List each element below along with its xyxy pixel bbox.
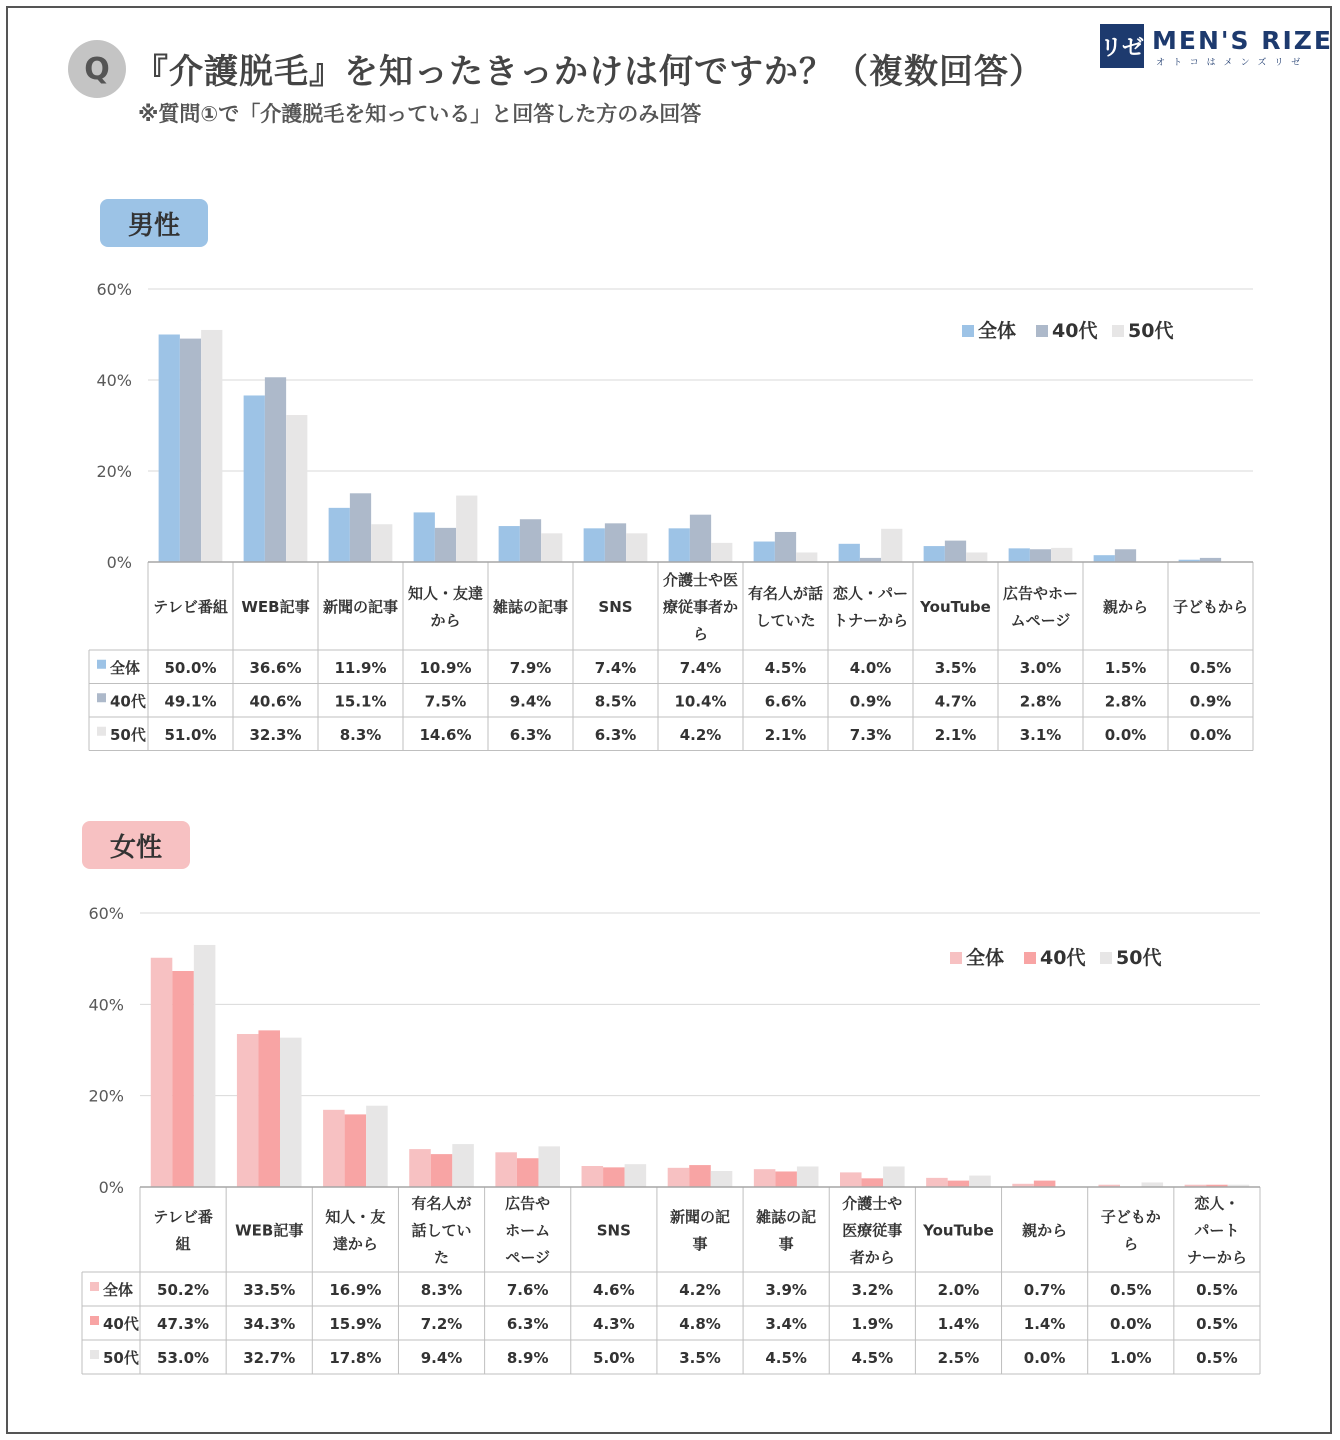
category-label: 雑誌の記事 (492, 598, 569, 616)
data-label: 7.9% (509, 658, 552, 677)
data-label: 1.5% (1104, 658, 1147, 677)
data-label: 3.0% (1019, 658, 1062, 677)
data-label: 7.4% (679, 658, 722, 677)
category-label: 広告やホー (1002, 584, 1079, 603)
category-label: WEB記事 (235, 1221, 304, 1240)
legend-label: 40代 (1040, 947, 1086, 969)
category-label: 知人・友 (325, 1208, 386, 1226)
data-label: 0.7% (1023, 1281, 1066, 1299)
category-label: 療従事者か (662, 598, 739, 616)
category-label: 話してい (411, 1221, 472, 1240)
data-label: 0.5% (1109, 1281, 1152, 1299)
data-label: 3.5% (934, 658, 977, 677)
row-series-label: 40代 (110, 692, 146, 711)
data-label: 7.4% (594, 658, 637, 677)
y-tick-label: 60% (88, 904, 124, 923)
page-subtitle: ※質問①で「介護脱毛を知っている」と回答した方のみ回答 (138, 102, 702, 126)
row-series-label: 50代 (103, 1349, 139, 1367)
data-label: 47.3% (157, 1315, 210, 1333)
data-label: 50.0% (164, 658, 217, 677)
y-tick-label: 20% (88, 1086, 124, 1106)
category-label: SNS (598, 598, 633, 616)
data-label: 6.6% (764, 692, 807, 711)
data-label: 4.3% (593, 1315, 635, 1333)
data-label: 3.9% (765, 1281, 807, 1299)
data-label: 2.1% (764, 725, 807, 744)
data-label: 4.6% (593, 1281, 635, 1299)
category-label: 事 (692, 1235, 708, 1253)
data-label: 9.4% (509, 692, 552, 711)
data-label: 4.5% (765, 1349, 807, 1367)
category-label: 有名人が話 (747, 584, 824, 603)
brand-logo (1100, 24, 1333, 70)
category-label: SNS (596, 1221, 631, 1240)
data-label: 2.1% (934, 725, 977, 744)
data-label: 49.1% (164, 692, 217, 711)
data-label: 2.5% (937, 1349, 980, 1367)
row-series-label: 40代 (103, 1315, 139, 1333)
data-label: 1.0% (1109, 1349, 1152, 1367)
category-label: から (430, 611, 461, 630)
category-label: 恋人・パー (832, 584, 909, 603)
data-label: 7.6% (506, 1281, 549, 1299)
data-label: 7.2% (420, 1315, 463, 1333)
data-label: 4.5% (764, 658, 807, 677)
data-label: 8.5% (594, 692, 637, 711)
category-label: していた (755, 611, 816, 630)
data-label: 11.9% (334, 658, 387, 677)
category-label: 医療従事 (842, 1221, 903, 1240)
data-label: 0.5% (1196, 1315, 1238, 1333)
category-label: 子どもから (1172, 598, 1249, 616)
category-label: ら (1123, 1235, 1139, 1253)
data-label: 9.4% (420, 1349, 463, 1367)
category-label: ら (692, 625, 709, 643)
data-label: 3.1% (1019, 725, 1062, 744)
data-label: 0.5% (1196, 1281, 1238, 1299)
data-label: 6.3% (509, 725, 552, 744)
category-label: ムページ (1010, 611, 1071, 630)
y-tick-label: 0% (106, 553, 132, 572)
data-label: 4.2% (679, 725, 722, 744)
data-label: 1.4% (937, 1315, 980, 1333)
category-label: 介護士や (842, 1194, 903, 1213)
data-label: 3.4% (765, 1315, 807, 1333)
legend-label: 40代 (1052, 320, 1098, 342)
data-label: 36.6% (249, 658, 302, 677)
female-section-label: 女性 (82, 821, 190, 869)
category-label: 有名人が (411, 1194, 472, 1213)
category-label: 広告や (505, 1194, 551, 1213)
category-label: ページ (505, 1248, 551, 1267)
category-label: WEB記事 (241, 598, 310, 616)
data-label: 0.0% (1189, 725, 1232, 744)
data-label: 7.5% (424, 692, 467, 711)
category-label: 子どもか (1100, 1208, 1161, 1226)
data-label: 1.9% (851, 1315, 894, 1333)
data-label: 33.5% (243, 1281, 296, 1299)
data-label: 2.8% (1019, 692, 1062, 711)
question-badge: Q (68, 40, 126, 98)
male-section-label: 男性 (100, 199, 208, 247)
category-label: 達から (332, 1235, 378, 1253)
data-label: 0.5% (1189, 658, 1232, 677)
category-label: 組 (175, 1235, 191, 1253)
category-label: YouTube (923, 1221, 994, 1240)
data-label: 2.0% (937, 1281, 980, 1299)
data-label: 0.0% (1104, 725, 1147, 744)
data-label: 0.5% (1196, 1349, 1238, 1367)
row-series-label: 全体 (103, 1281, 134, 1299)
data-label: 6.3% (594, 725, 637, 744)
legend-label: 全体 (978, 320, 1017, 342)
data-label: 5.0% (593, 1349, 635, 1367)
logo-mark: リゼ (1100, 24, 1144, 68)
category-label: ナーから (1186, 1248, 1247, 1267)
data-label: 15.1% (334, 692, 387, 711)
data-label: 3.5% (679, 1349, 721, 1367)
data-label: 4.7% (934, 692, 977, 711)
legend-label: 全体 (966, 947, 1005, 969)
data-label: 14.6% (419, 725, 472, 744)
y-tick-label: 60% (96, 280, 132, 299)
data-label: 3.2% (851, 1281, 894, 1299)
data-label: 40.6% (249, 692, 302, 711)
data-label: 51.0% (164, 725, 217, 744)
category-label: 新聞の記事 (322, 598, 399, 616)
row-series-label: 全体 (110, 658, 141, 677)
logo-tagline: オトコはメンズリゼ (1156, 58, 1309, 68)
data-label: 4.0% (849, 658, 892, 677)
y-tick-label: 40% (96, 371, 132, 390)
logo-name: MEN'S RIZE (1152, 26, 1333, 55)
category-label: 新聞の記 (669, 1208, 731, 1226)
data-label: 4.2% (679, 1281, 721, 1299)
legend-label: 50代 (1116, 947, 1162, 969)
data-label: 0.0% (1023, 1349, 1066, 1367)
category-label: テレビ番組 (153, 598, 228, 616)
data-label: 15.9% (329, 1315, 382, 1333)
category-label: ホーム (505, 1221, 551, 1240)
y-tick-label: 20% (96, 462, 132, 481)
category-label: パート (1194, 1221, 1240, 1240)
data-label: 53.0% (157, 1349, 210, 1367)
category-label: 知人・友達 (407, 584, 484, 603)
category-label: 雑誌の記 (756, 1208, 817, 1226)
row-series-label: 50代 (110, 725, 146, 744)
category-label: 事 (778, 1235, 794, 1253)
page-title: 『介護脱毛』を知ったきっかけは何ですか？（複数回答） (134, 52, 1044, 92)
data-label: 8.3% (420, 1281, 463, 1299)
data-label: 16.9% (329, 1281, 382, 1299)
category-label: YouTube (920, 598, 991, 616)
data-label: 4.5% (851, 1349, 894, 1367)
data-label: 6.3% (506, 1315, 549, 1333)
data-label: 2.8% (1104, 692, 1147, 711)
data-label: 1.4% (1023, 1315, 1066, 1333)
data-label: 10.4% (674, 692, 727, 711)
category-label: 介護士や医 (662, 571, 739, 589)
y-tick-label: 0% (98, 1178, 124, 1197)
y-tick-label: 40% (88, 995, 124, 1015)
data-label: 4.8% (679, 1315, 721, 1333)
category-label: た (434, 1248, 450, 1267)
legend-label: 50代 (1128, 320, 1174, 342)
data-label: 0.9% (849, 692, 892, 711)
data-label: 10.9% (419, 658, 472, 677)
data-label: 7.3% (849, 725, 892, 744)
data-label: 32.7% (243, 1349, 296, 1367)
category-label: 恋人・ (1194, 1194, 1240, 1213)
data-label: 0.9% (1189, 692, 1232, 711)
category-label: テレビ番 (153, 1208, 213, 1226)
data-label: 34.3% (243, 1315, 296, 1333)
category-label: トナーから (832, 611, 909, 630)
data-label: 0.0% (1109, 1315, 1152, 1333)
category-label: 親から (1102, 598, 1149, 616)
data-label: 8.3% (339, 725, 382, 744)
data-label: 8.9% (506, 1349, 549, 1367)
data-label: 17.8% (329, 1349, 382, 1367)
category-label: 者から (849, 1248, 895, 1267)
data-label: 50.2% (157, 1281, 210, 1299)
data-label: 32.3% (249, 725, 302, 744)
category-label: 親から (1022, 1221, 1068, 1240)
